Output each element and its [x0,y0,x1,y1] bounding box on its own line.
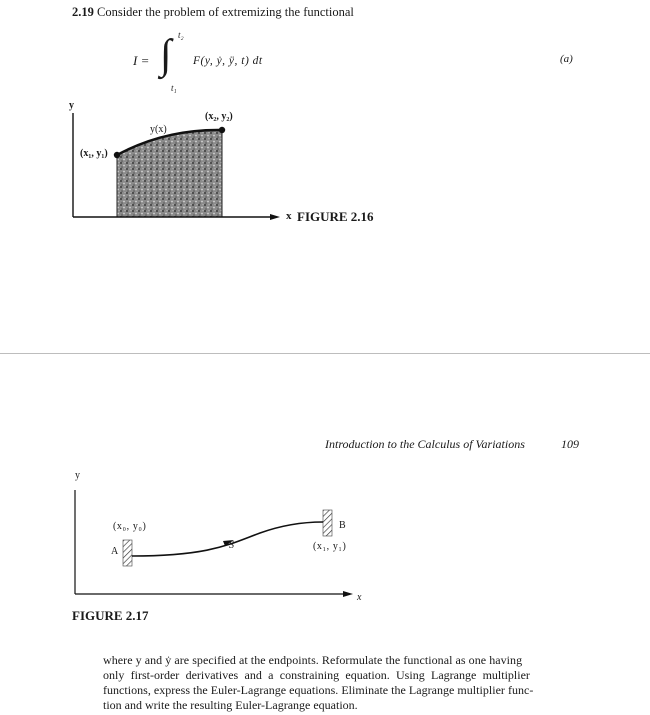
integrand: F(y, ẏ, ÿ, t) dt [193,55,263,67]
fig217-point-a-label: A [111,546,119,557]
paragraph-line-4: tion and write the resulting Euler-Lagrange equation. [103,698,358,712]
running-header-title: Introduction to the Calculus of Variations [325,437,525,451]
fig216-x-axis-label: x [286,210,292,222]
problem-number: 2.19 [72,5,94,19]
integral-sign: ∫ [160,32,172,78]
figure-2-16-caption: FIGURE 2.16 [297,209,374,224]
figure-2-17-diagram [0,460,650,610]
shaded-area-under-curve [117,130,222,217]
equation-lhs: I = [133,53,150,68]
figure-2-17-caption: FIGURE 2.17 [72,608,149,623]
fig216-point1-label: (x₁, y₁) [80,148,108,159]
fig217-x-axis-label: x [357,592,362,603]
endpoint-1-dot [114,152,120,158]
path-curve-s [132,522,323,556]
figure-2-16-diagram [0,0,650,240]
fig216-y-axis-label: y [69,100,74,111]
fig216-curve-label: y(x) [150,124,167,135]
paragraph-line-3: functions, express the Euler-Lagrange equations. Eliminate the Lagrange multiplier func- [103,683,534,697]
problem-intro: Consider the problem of extremizing the functional [97,5,354,19]
equation-tag: (a) [560,53,573,65]
endpoint-2-dot [219,127,225,133]
wall-b-hatch [323,510,332,536]
fig216-point2-label: (x₂, y₂) [205,111,233,122]
paragraph-line-1: where y and ẏ are specified at the endpoints. Reformulate the functional as one having [103,653,523,667]
x-axis-arrowhead [270,214,280,220]
fig217-point-b-label: B [339,520,346,531]
fig217-start-label: (x₀, y₀) [113,521,147,532]
fig217-end-label: (x₁, y₁) [313,541,347,552]
problem-paragraph [103,653,579,713]
fig217-y-axis-label: y [75,470,80,481]
wall-a-hatch [123,540,132,566]
page-number: 109 [561,437,579,451]
paragraph-line-2: only first-order derivatives and a constraining equation. Using Lagrange multiplier [103,668,530,682]
integral-upper-limit: t₂ [178,30,184,40]
fig217-path-label: S [229,540,234,551]
page-divider [0,353,650,354]
x-axis-arrowhead [343,591,353,597]
integral-lower-limit: t₁ [171,83,177,93]
